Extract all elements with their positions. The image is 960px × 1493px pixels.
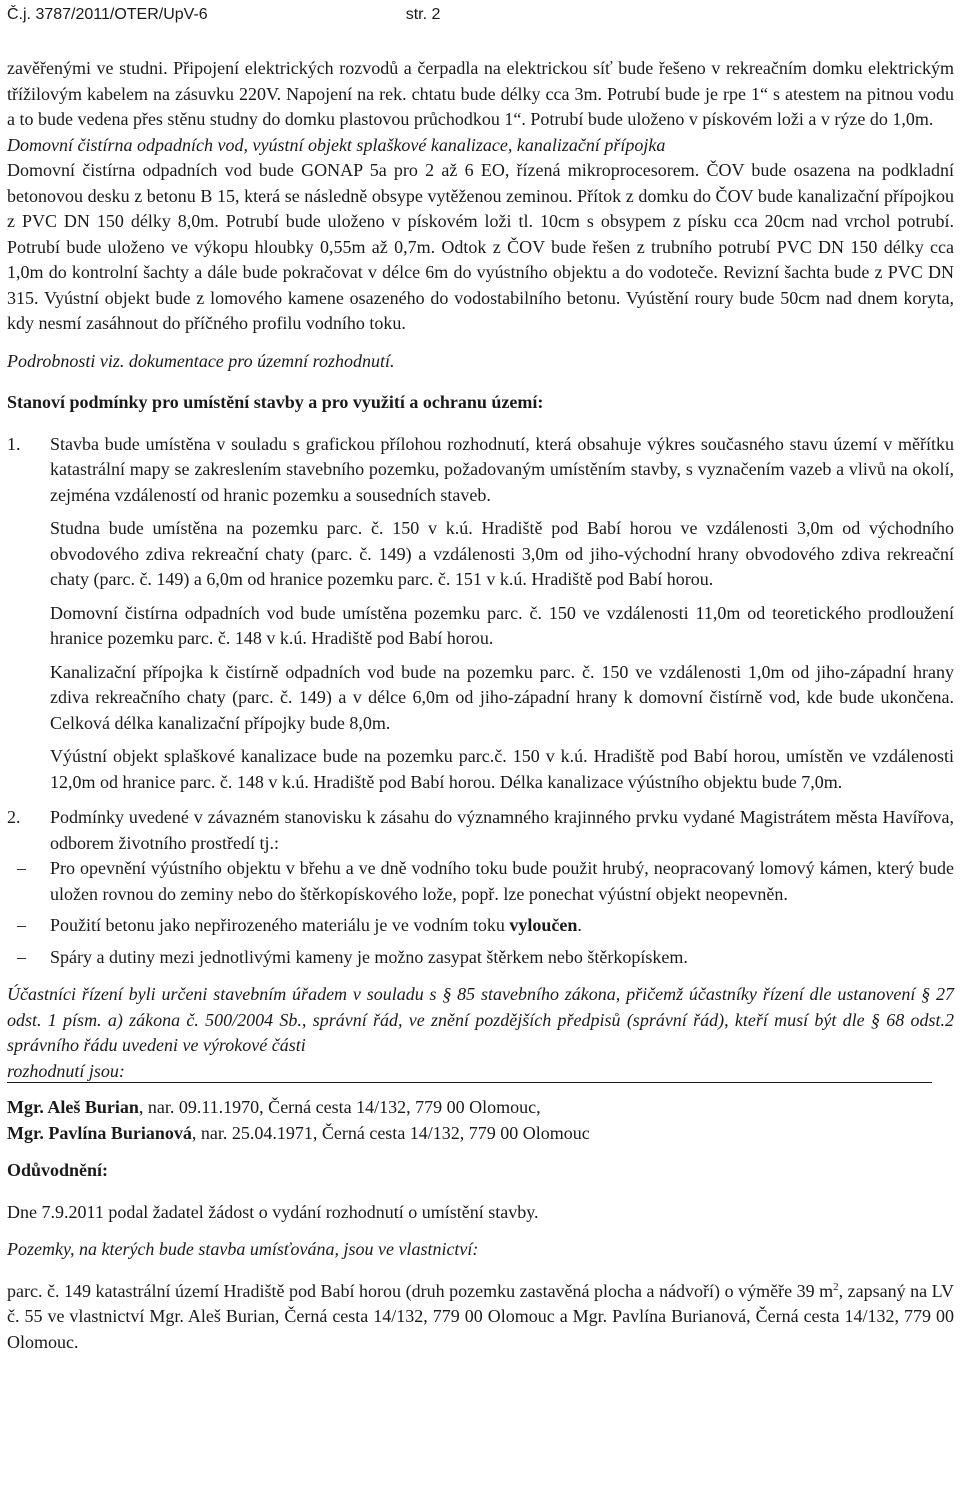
cov-paragraph: Domovní čistírna odpadních vod bude GONAP 5a pro 2 až 6 EO, řízená mikroprocesorem. ČOV bude osazena na podkladní betonovou desku z betonu B 15, která se následně obsype vytěženou zeminou. Přítok z domku do ČOV bude kanalizační přípojkou z PVC DN 150 délky 8,0m. Potrubí bude uloženo v pískovém loži tl. 10cm s obsypem z písku cca 20cm nad vrchol potrubí. Potrubí bude uloženo ve výkopu hloubky 0,55m až 0,7m. Odtok z ČOV bude řešen z trubního potrubí PVC DN 150 délky cca 1,0m do kontrolní šachty a dále bude pokračovat v délce 6m do vyústního objektu a do vodoteče. Revizní šachta bude z PVC DN 315. Vyústní objekt bude z lomového kamene osazeného do vodostabilního betonu. Vyústění roury bude 50cm nad dnem koryta, kdy nesmí zasáhnout do příčného profilu vodního toku. [7, 160, 954, 333]
condition-bullet [7, 856, 954, 907]
dash-bullet: – [17, 858, 26, 878]
participants-tail: rozhodnutí jsou: [7, 1060, 125, 1081]
dash-bullet: – [17, 946, 26, 967]
page-header [7, 4, 954, 26]
item-1-text: Stavba bude umístěna v souladu s grafickou přílohou rozhodnutí, která obsahuje výkres současného stavu území v měřítku katastrální mapy se zakreslením stavebního pozemku, požadovaným umístěním stavby, s vyznačením vazeb a vlivů na okolí, zejména vzdáleností od hranic pozemku a sousedních staveb. [50, 433, 954, 505]
conditions-heading: Stanoví podmínky pro umístění stavby a pro využití a ochranu území: [7, 392, 544, 412]
details-note: Podrobnosti viz. dokumentace pro územní rozhodnutí. [7, 350, 395, 371]
emphasis-excluded: vyloučen [509, 915, 578, 935]
wastewater-plant-placement: Domovní čistírna odpadních vod bude umístěna pozemku parc. č. 150 ve vzdálenosti 11,0m od teoretického prodloužení hranice pozemku parc. č. 148 v k.ú. Hradiště pod Babí horou. [50, 602, 954, 648]
participant-1: Mgr. Aleš Burian, nar. 09.11.1970, Černá cesta 14/132, 779 00 Olomouc, [7, 1097, 541, 1117]
reasoning-paragraph: Dne 7.9.2011 podal žadatel žádost o vydání rozhodnutí o umístění stavby. [7, 1201, 539, 1222]
item-2-text: Podmínky uvedené v závazném stanovisku k zásahu do významného krajinného prvku vydané Magistrátem města Havířova, odborem životního prostředí tj.: [50, 807, 954, 853]
bullet-2-text: Použití betonu jako nepřirozeného materiálu je ve vodním toku vyloučen. [50, 915, 582, 935]
land-heading: Pozemky, na kterých bude stavba umísťována, jsou ve vlastnictví: [7, 1239, 479, 1259]
condition-bullet [7, 913, 954, 939]
bullet-1-text: Pro opevnění výústního objektu v břehu a ve dně vodního toku bude použit hrubý, neopracovaný lomový kámen, který bude uložen rovnou do zeminy nebo do štěrkopískového lože, popř. lze ponechat výústní objekt neopevněn. [50, 858, 954, 904]
superscript: 2 [833, 1280, 839, 1293]
item-number: 1. [7, 433, 21, 454]
reasoning-heading: Odůvodnění: [7, 1160, 109, 1180]
cov-heading: Domovní čistírna odpadních vod, vyústní objekt splaškové kanalizace, kanalizační přípojka [7, 134, 666, 155]
condition-bullet [7, 945, 954, 971]
bullet-3-text: Spáry a dutiny mezi jednotlivými kameny je možno zasypat štěrkem nebo štěrkopískem. [50, 946, 688, 967]
dash-bullet: – [17, 915, 26, 935]
outlet-placement: Výústní objekt splaškové kanalizace bude na pozemku parc.č. 150 v k.ú. Hradiště pod Babí horou, umístěn ve vzdálenosti 12,0m od hranice parc. č. 148 v k.ú. Hradiště pod Babí horou. Délka kanalizace výústního objektu bude 7,0m. [50, 746, 954, 792]
page-number: str. 2 [405, 6, 441, 23]
condition-item-2 [7, 805, 954, 856]
intro-paragraph: zavěřenými ve studni. Připojení elektrických rozvodů a čerpadla na elektrickou síť bude řešeno v rekreačním domku elektrickým třížilovým kabelem na zásuvku 220V. Napojení na rek. chtatu bude délky cca 3m. Potrubí bude je rpe 1“ s atestem na pitnou vodu a to bude vedena přes stěnu studny do domku plastovou průchodkou 1“. Potrubí bude uloženo v pískovém loži a v rýze do 1,0m. [7, 58, 954, 129]
condition-item-1 [7, 432, 954, 796]
sewer-connection-placement: Kanalizační přípojka k čistírně odpadních vod bude na pozemku parc. č. 150 ve vzdálenosti 1,0m od jiho-západní hrany zdiva rekreačního chaty (parc. č. 149) a v délce 6,0m od jiho-západní hrany k domovní čistírně vod, kde bude ukončena. Celková délka kanalizační přípojky bude 8,0m. [50, 661, 954, 733]
case-reference: Č.j. 3787/2011/OTER/UpV-6 [7, 6, 208, 23]
participants-paragraph: Účastníci řízení byli určeni stavebním úřadem v souladu s § 85 stavebního zákona, přičemž účastníky řízení dle ustanovení § 27 odst. 1 písm. a) zákona č. 500/2004 Sb., správní řád, ve znění pozdějších předpisů (správní řád), kteří musí být dle § 68 odst.2 správního řádu uvedeni ve výrokové části [7, 984, 954, 1055]
participant-2: Mgr. Pavlína Burianová, nar. 25.04.1971, Černá cesta 14/132, 779 00 Olomouc [7, 1122, 590, 1143]
underline-rule [7, 1082, 932, 1083]
participant-name: Aleš Burian [47, 1097, 139, 1117]
land-paragraph: parc. č. 149 katastrální území Hradiště pod Babí horou (druh pozemku zastavěná plocha a nádvoří) o výměře 39 $m^2$, zapsaný na LV č. 55 ve vlastnictví Mgr. Aleš Burian, Černá cesta 14/132, 779 00 Olomouc a Mgr. Pavlína Burianová, Černá cesta 14/132, 779 00 Olomouc. [7, 1280, 954, 1352]
item-number: 2. [7, 807, 21, 827]
participant-name: Pavlína Burianová [48, 1122, 192, 1143]
well-placement: Studna bude umístěna na pozemku parc. č. 150 v k.ú. Hradiště pod Babí horou ve vzdálenosti 3,0m od východního obvodového zdiva rekreační chaty (parc. č. 149) a vzdálenosti 3,0m od jiho-východní hrany obvodového zdiva rekreační chaty (parc. č. 149) a 6,0m od hranice pozemku parc. č. 151 v k.ú. Hradiště pod Babí horou. [50, 518, 954, 589]
